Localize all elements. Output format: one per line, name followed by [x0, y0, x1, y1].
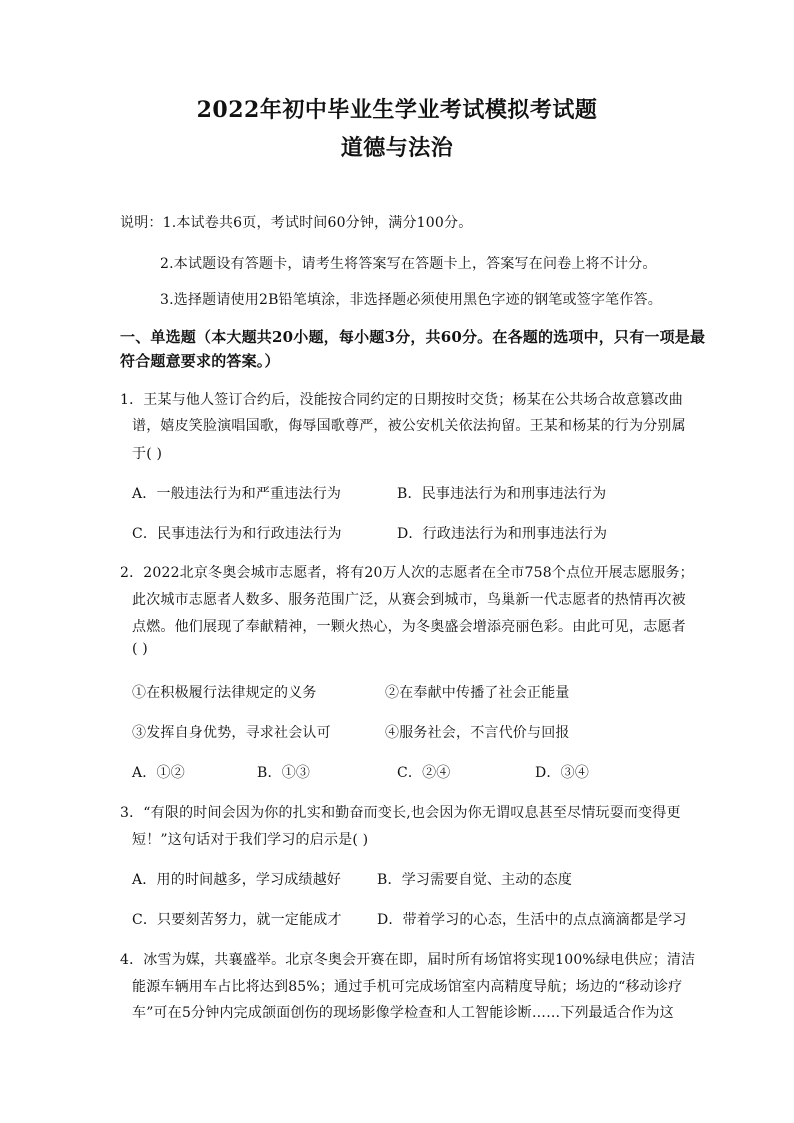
q1-stem-line-1: 1．王某与他人签订合约后，没能按合同约定的日期按时交货；杨某在公共场合故意篡改曲	[120, 392, 683, 408]
note-line-1: 说明：1.本试卷共6页，考试时间60分钟，满分100分。	[120, 215, 473, 231]
note-line-3: 3.选择题请使用2B铅笔填涂，非选择题必须使用黑色字迹的钢笔或签字笔作答。	[160, 292, 662, 308]
q2-statement-1: ①在积极履行法律规定的义务	[132, 685, 317, 701]
q3-option-c: C．只要刻苦努力，就一定能成才	[132, 912, 342, 928]
q1-option-d: D．行政违法行为和刑事违法行为	[397, 526, 608, 542]
q4-stem-line-2: 能源车辆用车占比将达到85%；通过手机可完成场馆室内高精度导航；场边的“移动诊疗	[132, 979, 683, 995]
q1-option-a: A．一般违法行为和严重违法行为	[132, 486, 342, 502]
q2-stem-line-1: 2．2022北京冬奥会城市志愿者，将有20万人次的志愿者在全市758个点位开展志愿服务；	[120, 565, 694, 581]
q2-stem-line-3: 点燃。他们展现了奉献精神，一颗火热心，为冬奥盛会增添亮丽色彩。由此可见，志愿者	[132, 619, 686, 635]
q1-option-c: C．民事违法行为和行政违法行为	[132, 526, 342, 542]
q2-stem-line-2: 此次城市志愿者人数多、服务范围广泛，从赛会到城市，鸟巢新一代志愿者的热情再次被	[132, 592, 686, 608]
q4-stem-line-1: 4．冰雪为媒，共襄盛举。北京冬奥会开赛在即，届时所有场馆将实现100%绿电供应；清洁	[120, 952, 696, 968]
q3-option-d: D．带着学习的心态，生活中的点点滴滴都是学习	[377, 912, 687, 928]
exam-subject: 道德与法治	[340, 135, 454, 161]
q3-stem-line-1: 3．“有限的时间会因为你的扎实和勤奋而变长,也会因为你无谓叹息甚至尽情玩耍而变得更	[120, 805, 681, 821]
q2-statement-3: ③发挥自身优势，寻求社会认可	[132, 725, 331, 741]
note-line-2: 2.本试题设有答题卡，请考生将答案写在答题卡上，答案写在问卷上将不计分。	[160, 256, 657, 272]
exam-title: 2022年初中毕业生学业考试模拟考试题	[196, 97, 598, 123]
q3-option-b: B．学习需要自觉、主动的态度	[377, 872, 573, 888]
q4-stem-line-3: 车”可在5分钟内完成颌面创伤的现场影像学检查和人工智能诊断……下列最适合作为这	[132, 1005, 674, 1021]
q2-option-c: C．②④	[397, 765, 451, 781]
q1-stem-line-3: 于( )	[132, 446, 163, 462]
section-heading-line-1: 一、单选题（本大题共20小题，每小题3分，共60分。在各题的选项中，只有一项是最	[120, 328, 706, 346]
q3-option-a: A．用的时间越多，学习成绩越好	[132, 872, 342, 888]
section-heading-line-2: 符合题意要求的答案。）	[120, 352, 280, 370]
q1-stem-line-2: 谱，嬉皮笑脸演唱国歌，侮辱国歌尊严，被公安机关依法拘留。王某和杨某的行为分别属	[132, 418, 686, 434]
q2-option-d: D．③④	[535, 765, 590, 781]
q2-statement-2: ②在奉献中传播了社会正能量	[385, 685, 570, 701]
q2-option-a: A．①②	[132, 765, 185, 781]
q3-stem-line-2: 短！”这句话对于我们学习的启示是( )	[132, 832, 369, 848]
q2-stem-line-4: ( )	[132, 641, 148, 657]
q1-option-b: B．民事违法行为和刑事违法行为	[397, 486, 607, 502]
q2-statement-4: ④服务社会，不言代价与回报	[385, 725, 570, 741]
q2-option-b: B．①③	[257, 765, 311, 781]
